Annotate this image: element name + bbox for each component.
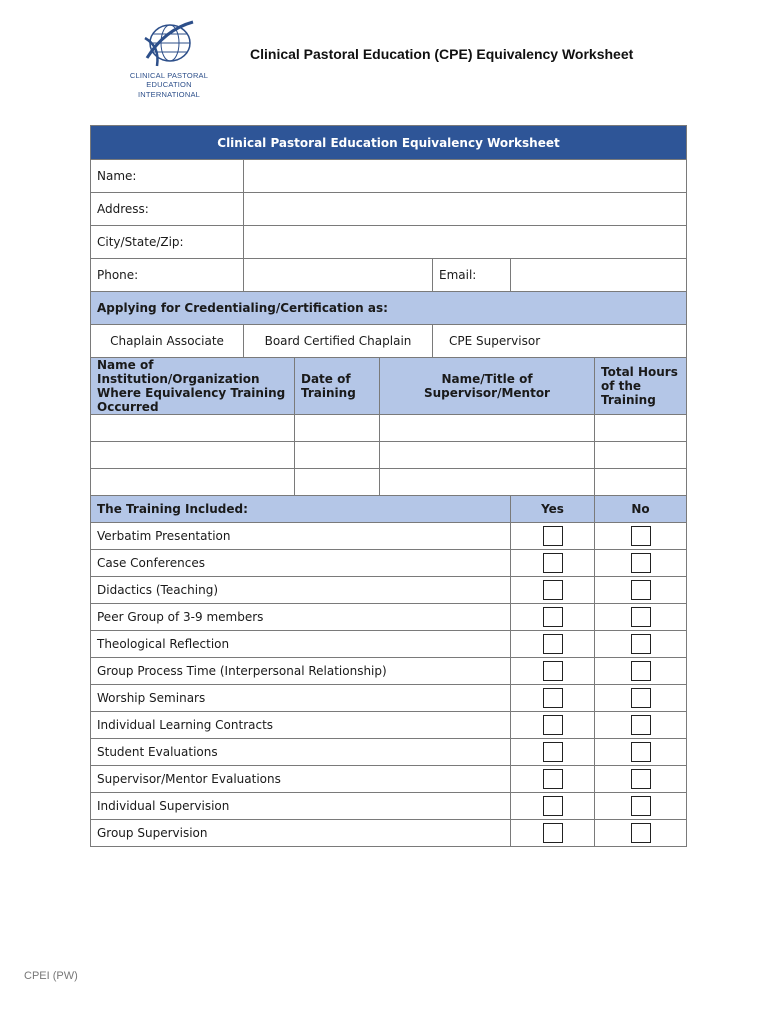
address-field[interactable] <box>244 193 687 226</box>
training-item-label: Didactics (Teaching) <box>91 577 511 604</box>
no-cell <box>595 577 687 604</box>
training-item-label: Worship Seminars <box>91 685 511 712</box>
training-item-row <box>91 577 687 604</box>
training-item-row <box>91 685 687 712</box>
yes-checkbox[interactable] <box>543 607 563 627</box>
phone-field[interactable] <box>244 259 433 292</box>
training-item-row <box>91 604 687 631</box>
yes-cell <box>511 631 595 658</box>
training-item-label: Theological Reflection <box>91 631 511 658</box>
date-cell[interactable] <box>295 415 380 442</box>
no-cell <box>595 658 687 685</box>
yes-checkbox[interactable] <box>543 796 563 816</box>
training-item-row <box>91 739 687 766</box>
worksheet-table-title: Clinical Pastoral Education Equivalency Worksheet <box>91 126 687 160</box>
date-cell[interactable] <box>295 442 380 469</box>
option-cpe-supervisor[interactable]: CPE Supervisor <box>433 325 687 358</box>
no-checkbox[interactable] <box>631 553 651 573</box>
yes-cell <box>511 550 595 577</box>
no-column-header: No <box>595 496 687 523</box>
yes-column-header: Yes <box>511 496 595 523</box>
training-items-list <box>91 523 687 847</box>
yes-cell <box>511 739 595 766</box>
yes-checkbox[interactable] <box>543 823 563 843</box>
no-checkbox[interactable] <box>631 580 651 600</box>
no-checkbox[interactable] <box>631 715 651 735</box>
equivalency-worksheet-table <box>90 125 687 847</box>
yes-cell <box>511 820 595 847</box>
yes-checkbox[interactable] <box>543 553 563 573</box>
name-field[interactable] <box>244 160 687 193</box>
city-state-zip-field[interactable] <box>244 226 687 259</box>
training-item-label: Group Supervision <box>91 820 511 847</box>
col-institution-header: Name of Institution/Organization Where Equivalency Training Occurred <box>91 358 295 415</box>
no-checkbox[interactable] <box>631 688 651 708</box>
no-cell <box>595 712 687 739</box>
training-item-label: Individual Supervision <box>91 793 511 820</box>
option-board-certified-chaplain[interactable]: Board Certified Chaplain <box>244 325 433 358</box>
no-cell <box>595 793 687 820</box>
training-item-row <box>91 550 687 577</box>
training-item-row <box>91 631 687 658</box>
training-item-label: Verbatim Presentation <box>91 523 511 550</box>
no-cell <box>595 523 687 550</box>
institution-cell[interactable] <box>91 442 295 469</box>
col-hours-header: Total Hours of the Training <box>595 358 687 415</box>
email-label: Email: <box>433 259 511 292</box>
yes-checkbox[interactable] <box>543 688 563 708</box>
no-checkbox[interactable] <box>631 796 651 816</box>
no-checkbox[interactable] <box>631 526 651 546</box>
training-item-label: Peer Group of 3-9 members <box>91 604 511 631</box>
training-item-label: Individual Learning Contracts <box>91 712 511 739</box>
yes-checkbox[interactable] <box>543 580 563 600</box>
logo-org-line2: INTERNATIONAL <box>137 90 201 99</box>
phone-label: Phone: <box>91 259 244 292</box>
col-supervisor-header: Name/Title of Supervisor/Mentor <box>380 358 595 415</box>
yes-cell <box>511 658 595 685</box>
yes-checkbox[interactable] <box>543 661 563 681</box>
no-checkbox[interactable] <box>631 607 651 627</box>
yes-cell <box>511 712 595 739</box>
training-entry-row <box>91 442 687 469</box>
no-cell <box>595 631 687 658</box>
no-cell <box>595 820 687 847</box>
training-included-header: The Training Included: <box>91 496 511 523</box>
yes-cell <box>511 685 595 712</box>
training-item-row <box>91 820 687 847</box>
training-entry-row <box>91 415 687 442</box>
no-cell <box>595 739 687 766</box>
yes-checkbox[interactable] <box>543 742 563 762</box>
training-entry-row <box>91 469 687 496</box>
training-item-row <box>91 523 687 550</box>
footer-code: CPEI (PW) <box>24 970 78 982</box>
cpei-logo <box>108 18 230 99</box>
name-label: Name: <box>91 160 244 193</box>
yes-cell <box>511 766 595 793</box>
option-chaplain-associate[interactable]: Chaplain Associate <box>91 325 244 358</box>
training-item-row <box>91 793 687 820</box>
no-cell <box>595 766 687 793</box>
no-checkbox[interactable] <box>631 634 651 654</box>
col-date-header: Date of Training <box>295 358 380 415</box>
globe-cross-logo-icon <box>141 18 197 70</box>
supervisor-cell[interactable] <box>380 469 595 496</box>
no-checkbox[interactable] <box>631 769 651 789</box>
yes-cell <box>511 604 595 631</box>
training-item-label: Case Conferences <box>91 550 511 577</box>
hours-cell[interactable] <box>595 469 687 496</box>
yes-checkbox[interactable] <box>543 526 563 546</box>
yes-checkbox[interactable] <box>543 634 563 654</box>
no-cell <box>595 604 687 631</box>
training-item-label: Group Process Time (Interpersonal Relationship) <box>91 658 511 685</box>
supervisor-cell[interactable] <box>380 442 595 469</box>
training-item-row <box>91 712 687 739</box>
supervisor-cell[interactable] <box>380 415 595 442</box>
city-state-zip-label: City/State/Zip: <box>91 226 244 259</box>
training-item-label: Supervisor/Mentor Evaluations <box>91 766 511 793</box>
hours-cell[interactable] <box>595 442 687 469</box>
yes-cell <box>511 793 595 820</box>
hours-cell[interactable] <box>595 415 687 442</box>
no-checkbox[interactable] <box>631 823 651 843</box>
training-item-row <box>91 658 687 685</box>
yes-cell <box>511 577 595 604</box>
no-cell <box>595 550 687 577</box>
address-label: Address: <box>91 193 244 226</box>
no-checkbox[interactable] <box>631 661 651 681</box>
institution-cell[interactable] <box>91 469 295 496</box>
document-title: Clinical Pastoral Education (CPE) Equivalency Worksheet <box>250 46 634 62</box>
no-checkbox[interactable] <box>631 742 651 762</box>
training-item-label: Student Evaluations <box>91 739 511 766</box>
no-cell <box>595 685 687 712</box>
date-cell[interactable] <box>295 469 380 496</box>
training-item-row <box>91 766 687 793</box>
institution-cell[interactable] <box>91 415 295 442</box>
logo-org-line1: CLINICAL PASTORAL EDUCATION <box>129 71 209 89</box>
email-field[interactable] <box>511 259 687 292</box>
yes-checkbox[interactable] <box>543 769 563 789</box>
applying-for-header: Applying for Credentialing/Certification as: <box>91 292 687 325</box>
yes-cell <box>511 523 595 550</box>
yes-checkbox[interactable] <box>543 715 563 735</box>
